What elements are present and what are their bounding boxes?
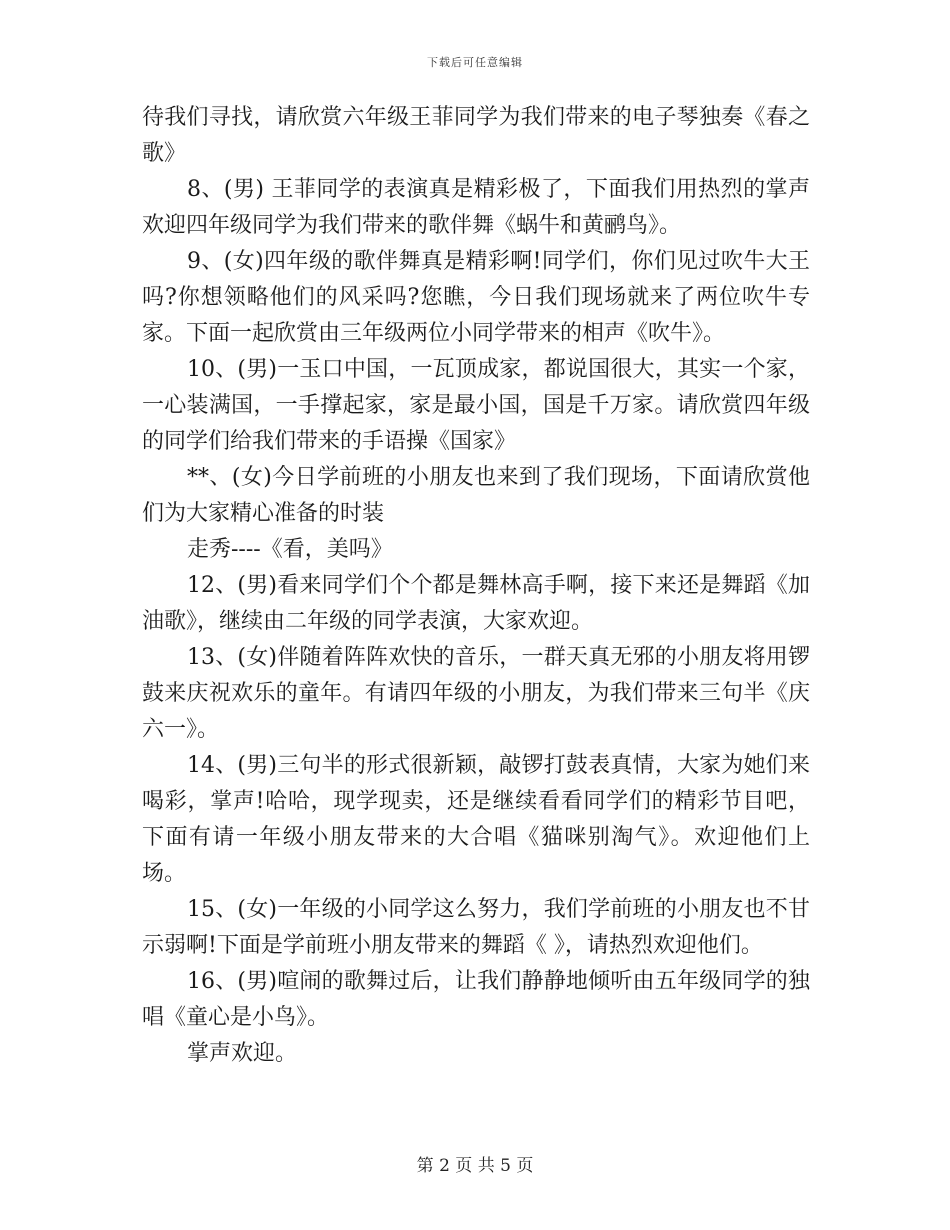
paragraph: 12、(男)看来同学们个个都是舞林高手啊，接下来还是舞蹈《加油歌》，继续由二年级的同学表演，大家欢迎。 (142, 573, 810, 634)
page-number-footer: 第 2 页 共 5 页 (416, 1156, 534, 1176)
paragraph: 走秀----《看，美吗》 (187, 537, 393, 562)
paragraph: 9、(女)四年级的歌伴舞真是精彩啊!同学们，你们见过吹牛大王吗?你想领略他们的风采吗?您瞧，今日我们现场就来了两位吹牛专家。下面一起欣赏由三年级两位小同学带来的相声《吹牛》。 (142, 249, 810, 346)
page-header-note: 下载后可任意编辑 (427, 56, 523, 69)
paragraph: 14、(男)三句半的形式很新颖，敲锣打鼓表真情，大家为她们来喝彩，掌声!哈哈，现学现卖，还是继续看看同学们的精彩节目吧，下面有请一年级小朋友带来的大合唱《猫咪别淘气》。欢迎他们上场。 (142, 753, 810, 886)
document-body (142, 100, 810, 1072)
paragraph: 16、(男)喧闹的歌舞过后，让我们静静地倾听由五年级同学的独唱《童心是小鸟》。 (142, 969, 810, 1030)
paragraph: 15、(女)一年级的小同学这么努力，我们学前班的小朋友也不甘示弱啊!下面是学前班小朋友带来的舞蹈《 》，请热烈欢迎他们。 (142, 897, 810, 958)
paragraph: 掌声欢迎。 (187, 1041, 298, 1066)
paragraph: **、(女)今日学前班的小朋友也来到了我们现场，下面请欣赏他们为大家精心准备的时装 (142, 465, 810, 526)
paragraph: 13、(女)伴随着阵阵欢快的音乐，一群天真无邪的小朋友将用锣鼓来庆祝欢乐的童年。有请四年级的小朋友，为我们带来三句半《庆六一》。 (142, 645, 810, 742)
paragraph: 10、(男)一玉口中国，一瓦顶成家，都说国很大，其实一个家，一心装满国，一手撑起家，家是最小国，国是千万家。请欣赏四年级的同学们给我们带来的手语操《国家》 (142, 357, 810, 454)
paragraph: 8、(男) 王菲同学的表演真是精彩极了，下面我们用热烈的掌声欢迎四年级同学为我们带来的歌伴舞《蜗牛和黄鹂鸟》。 (142, 177, 810, 238)
paragraph: 待我们寻找，请欣赏六年级王菲同学为我们带来的电子琴独奏《春之歌》 (142, 105, 810, 166)
